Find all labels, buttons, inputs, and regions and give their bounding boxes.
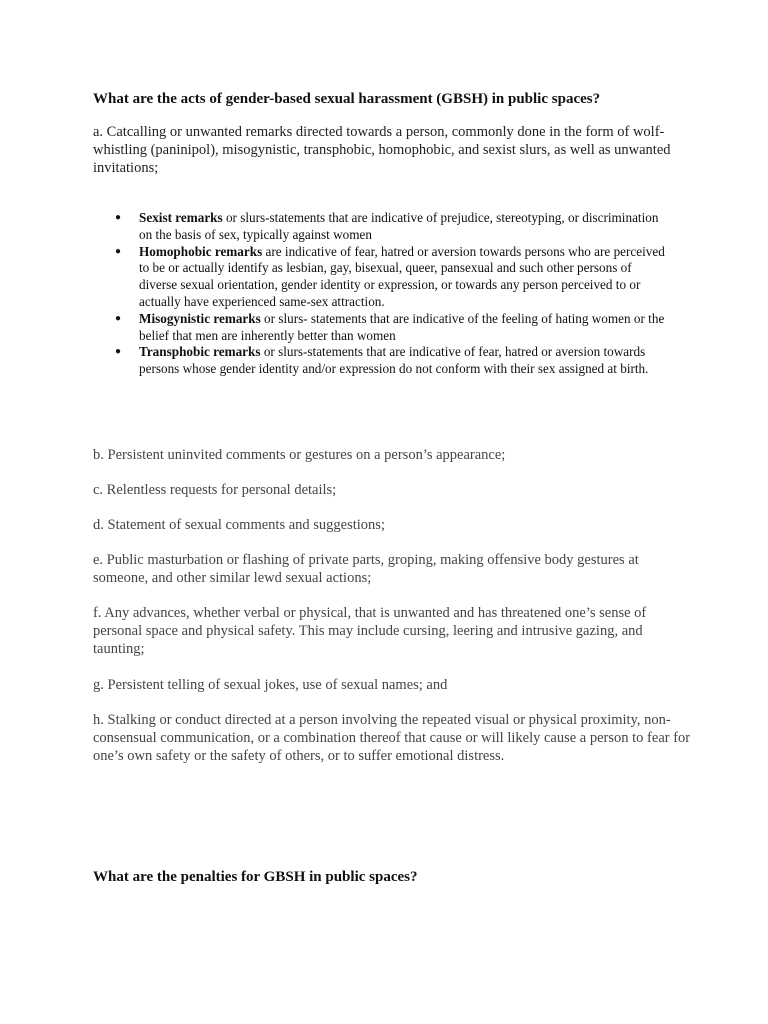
heading-penalties: What are the penalties for GBSH in public spaces?: [93, 869, 418, 885]
paragraph-f: f. Any advances, whether verbal or physical, that is unwanted and has threatened one’s sense of personal space and physical safety. This may include cursing, leering and intrusive gazing, and taunting;: [93, 605, 647, 657]
bullet-dot-icon: ●: [115, 212, 122, 223]
paragraph-b: b. Persistent uninvited comments or gestures on a person’s appearance;: [93, 447, 506, 463]
paragraph-c: c. Relentless requests for personal details;: [93, 482, 337, 498]
paragraph-g: g. Persistent telling of sexual jokes, use of sexual names; and: [93, 677, 448, 693]
paragraph-a: a. Catcalling or unwanted remarks directed towards a person, commonly done in the form of wolf- whistling (paninipol), misogynistic, transphobic, homophobic, and sexist slurs, as well as unwanted invitations;: [93, 124, 671, 176]
bullet-text: or slurs-statements that are indicative of fear, hatred or aversion towards persons whose gender identity and/or expression do not conform with their sex assigned at birth.: [139, 344, 649, 377]
bullet-text: or slurs-statements that are indicative of prejudice, stereotyping, or discrimination on the basis of sex, typically against women: [139, 210, 659, 242]
bullet-sexist-remarks: [110, 210, 670, 244]
bullet-dot-icon: ●: [115, 245, 122, 257]
heading-acts-of-gbsh: What are the acts of gender-based sexual harassment (GBSH) in public spaces?: [93, 91, 601, 107]
bullet-dot-icon: ●: [115, 312, 122, 324]
remarks-bullet-list: [110, 210, 670, 378]
bullet-term: Sexist remarks: [139, 210, 223, 225]
paragraph-e: e. Public masturbation or flashing of private parts, groping, making offensive body gestures at someone, and other similar lewd sexual actions;: [93, 552, 639, 586]
bullet-misogynistic-remarks: [110, 311, 670, 345]
bullet-text: or slurs- statements that are indicative of the feeling of hating women or the belief that men are inherently better than women: [139, 310, 665, 343]
bullet-dot-icon: ●: [115, 346, 122, 358]
bullet-homophobic-remarks: [110, 244, 670, 311]
bullet-transphobic-remarks: [110, 344, 670, 378]
paragraph-h: h. Stalking or conduct directed at a person involving the repeated visual or physical proximity, non-consensual communication, or a combination thereof that cause or will likely cause a person to fear for one’s own safety or the safety of others, or to suffer emotional distress.: [93, 712, 691, 764]
bullet-term: Transphobic remarks: [139, 344, 261, 360]
bullet-term: Misogynistic remarks: [139, 310, 261, 326]
bullet-text: are indicative of fear, hatred or aversion towards persons who are perceived to be or actually identify as lesbian, gay, bisexual, queer, pansexual and such other persons of diverse sexual orientation, gender identity or expression, or towards any person perceived to or actually have experienced same-sex attraction.: [139, 243, 665, 309]
paragraph-d: d. Statement of sexual comments and suggestions;: [93, 517, 385, 533]
bullet-term: Homophobic remarks: [139, 243, 263, 259]
